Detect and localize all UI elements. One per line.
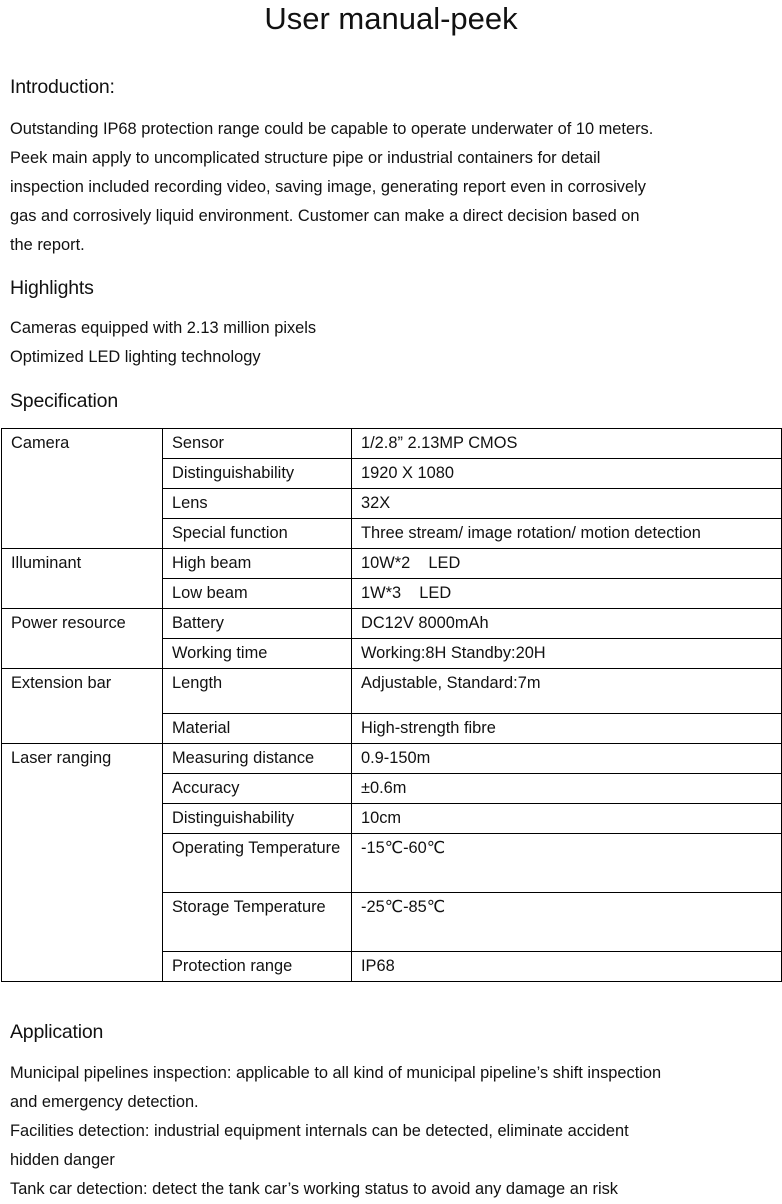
- value-cell: Three stream/ image rotation/ motion detection: [352, 519, 782, 549]
- table-row: [2, 744, 782, 774]
- text-line: inspection included recording video, saving image, generating report even in corrosively: [10, 178, 646, 196]
- param-cell: Accuracy: [163, 774, 352, 804]
- text-line: Tank car detection: detect the tank car’s working status to avoid any damage an risk: [10, 1180, 618, 1198]
- value-cell: IP68: [352, 952, 782, 982]
- value-cell: High-strength fibre: [352, 714, 782, 744]
- table-row: [2, 609, 782, 639]
- text-line: and emergency detection.: [10, 1093, 199, 1111]
- param-cell: Length: [163, 669, 352, 714]
- text-line: Optimized LED lighting technology: [10, 348, 261, 366]
- value-cell: 32X: [352, 489, 782, 519]
- table-row: [2, 669, 782, 714]
- document-title: User manual-peek: [264, 1, 518, 36]
- text-line: hidden danger: [10, 1151, 115, 1169]
- param-cell: Battery: [163, 609, 352, 639]
- param-cell: Working time: [163, 639, 352, 669]
- specification-table: [1, 428, 782, 982]
- specification-heading: Specification: [10, 390, 118, 412]
- highlights-text: [10, 314, 782, 372]
- param-cell: Special function: [163, 519, 352, 549]
- introduction-text: [10, 115, 782, 260]
- param-cell: Storage Temperature: [163, 893, 352, 952]
- value-cell: Working:8H Standby:20H: [352, 639, 782, 669]
- param-cell: Measuring distance: [163, 744, 352, 774]
- value-cell: DC12V 8000mAh: [352, 609, 782, 639]
- value-cell: 1/2.8” 2.13MP CMOS: [352, 429, 782, 459]
- group-extension-bar: Extension bar: [2, 669, 163, 744]
- value-cell: ±0.6m: [352, 774, 782, 804]
- application-heading: Application: [10, 1021, 104, 1043]
- highlights-heading: Highlights: [10, 277, 94, 299]
- value-cell: 10cm: [352, 804, 782, 834]
- introduction-heading: Introduction:: [10, 76, 115, 98]
- application-text: [10, 1059, 782, 1204]
- param-cell: Sensor: [163, 429, 352, 459]
- param-cell: Low beam: [163, 579, 352, 609]
- group-camera: Camera: [2, 429, 163, 549]
- group-illuminant: Illuminant: [2, 549, 163, 609]
- group-power-resource: Power resource: [2, 609, 163, 669]
- param-cell: Lens: [163, 489, 352, 519]
- text-line: Outstanding IP68 protection range could be capable to operate underwater of 10 meters.: [10, 120, 654, 138]
- group-laser-ranging: Laser ranging: [2, 744, 163, 982]
- text-line: Municipal pipelines inspection: applicable to all kind of municipal pipeline’s shift inspection: [10, 1064, 662, 1082]
- param-cell: Distinguishability: [163, 804, 352, 834]
- value-cell: 1920 X 1080: [352, 459, 782, 489]
- value-cell: -15℃-60℃: [352, 834, 782, 893]
- table-row: [2, 549, 782, 579]
- text-line: Peek main apply to uncomplicated structure pipe or industrial containers for detail: [10, 149, 601, 167]
- text-line: Facilities detection: industrial equipment internals can be detected, eliminate accident: [10, 1122, 629, 1140]
- param-cell: High beam: [163, 549, 352, 579]
- param-cell: Distinguishability: [163, 459, 352, 489]
- param-cell: Protection range: [163, 952, 352, 982]
- table-row: [2, 429, 782, 459]
- text-line: Cameras equipped with 2.13 million pixels: [10, 319, 317, 337]
- text-line: gas and corrosively liquid environment. Customer can make a direct decision based on: [10, 207, 640, 225]
- param-cell: Material: [163, 714, 352, 744]
- text-line: the report.: [10, 236, 85, 254]
- value-cell: 10W*2 LED: [352, 549, 782, 579]
- value-cell: 1W*3 LED: [352, 579, 782, 609]
- value-cell: -25℃-85℃: [352, 893, 782, 952]
- value-cell: 0.9-150m: [352, 744, 782, 774]
- param-cell: Operating Temperature: [163, 834, 352, 893]
- value-cell: Adjustable, Standard:7m: [352, 669, 782, 714]
